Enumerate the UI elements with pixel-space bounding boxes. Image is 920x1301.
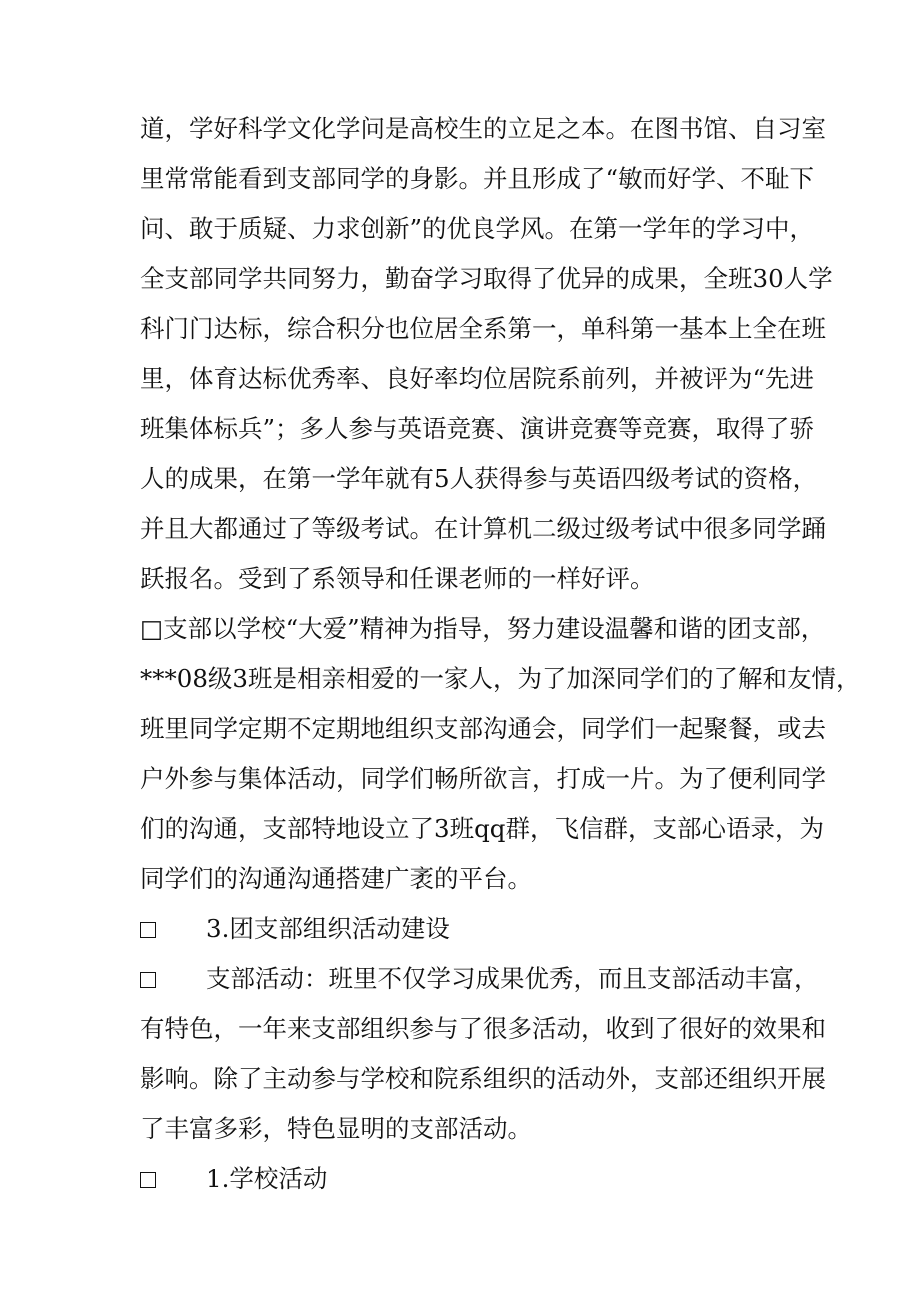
paragraph-line: 并且大都通过了等级考试。在计算机二级过级考试中很多同学踊 — [140, 514, 826, 543]
paragraph-line: 影响。除了主动参与学校和院系组织的活动外，支部还组织开展 — [140, 1064, 826, 1093]
paragraph-line: 科门门达标，综合积分也位居全系第一，单科第一基本上全在班 — [140, 314, 826, 343]
paragraph-line: 班集体标兵”；多人参与英语竞赛、演讲竞赛等竞赛，取得了骄 — [140, 414, 815, 443]
paragraph-line: 问、敢于质疑、力求创新”的优良学风。在第一学年的学习中， — [140, 214, 815, 243]
paragraph-line: 道，学好科学文化学问是高校生的立足之本。在图书馆、自习室 — [140, 114, 826, 143]
paragraph-line: 里常常能看到支部同学的身影。并且形成了“敏而好学、不耻下 — [140, 164, 815, 193]
paragraph-line: 们的沟通，支部特地设立了3班qq群，飞信群，支部心语录，为 — [140, 814, 824, 843]
checkbox-square-icon — [140, 922, 156, 938]
section-heading-text: 1.学校活动 — [206, 1164, 328, 1193]
paragraph-line: 全支部同学共同努力，勤奋学习取得了优异的成果，全班30人学 — [140, 264, 833, 293]
section-heading — [140, 1159, 327, 1199]
paragraph-line: 了丰富多彩，特色显明的支部活动。 — [140, 1114, 532, 1143]
section-heading-text: 3.团支部组织活动建设 — [206, 914, 450, 943]
checkbox-square-icon — [140, 1172, 156, 1188]
paragraph-line: 同学们的沟通沟通搭建广袤的平台。 — [140, 864, 532, 893]
paragraph-line: 户外参与集体活动，同学们畅所欲言，打成一片。为了便利同学 — [140, 764, 826, 793]
paragraph-line: □支部以学校“大爱”精神为指导，努力建设温馨和谐的团支部， — [140, 614, 826, 643]
checkbox-square-icon — [140, 972, 156, 988]
paragraph-first-line-text: 支部活动：班里不仅学习成果优秀，而且支部活动丰富， — [206, 964, 819, 993]
paragraph-line: 班里同学定期不定期地组织支部沟通会，同学们一起聚餐，或去 — [140, 714, 826, 743]
paragraph-line: 有特色，一年来支部组织参与了很多活动，收到了很好的效果和 — [140, 1014, 826, 1043]
paragraph-line: 里，体育达标优秀率、良好率均位居院系前列，并被评为“先进 — [140, 364, 815, 393]
section-heading — [140, 909, 450, 949]
paragraph-line: 跃报名。受到了系领导和任课老师的一样好评。 — [140, 564, 655, 593]
paragraph-line: 人的成果，在第一学年就有5人获得参与英语四级考试的资格， — [140, 464, 818, 493]
paragraph-first-line — [140, 959, 819, 999]
paragraph-line: ***08级3班是相亲相爱的一家人，为了加深同学们的了解和友情， — [140, 664, 861, 693]
